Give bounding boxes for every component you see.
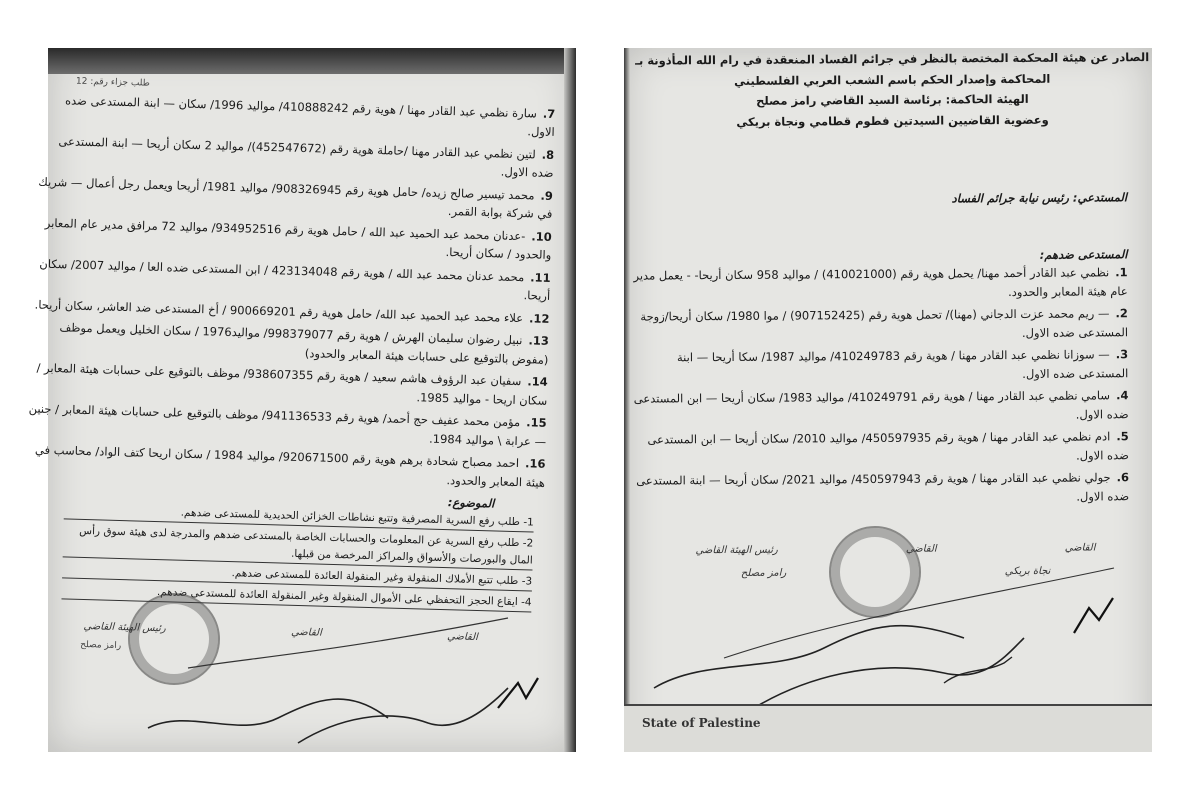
- left-parties-list: [25, 90, 556, 492]
- right-document-text: [628, 46, 1160, 584]
- right-parties-list: [630, 263, 1130, 508]
- request-item: 1- طلب رفع السرية المصرفية وتتبع نشاطات الخزائن الحديدية للمستدعى ضدهم.: [64, 501, 534, 532]
- signature-name-chief: رامز مصلح: [80, 639, 122, 652]
- header-line: الصادر عن هيئة المحكمة المختصة بالنظر في جرائم الفساد المنعقدة في رام الله المأذونة بـ: [634, 50, 1150, 68]
- left-document-text: [20, 71, 556, 667]
- request-item: 4- ايقاع الحجز التحفظي على الأموال المنقولة وغير المنقولة العائدة للمستدعى ضدهم.: [61, 581, 531, 612]
- party-text: نبيل رضوان سليمان الهرش / هوية رقم 998379077/ مواليد1976 / سكان الخليل ويعمل موظف (مفوض بالتوقيع على حسابات هيئة المعابر والحدود): [59, 320, 549, 367]
- signature-title-judge-1: القاضي: [905, 543, 937, 555]
- request-item: 3- طلب تتبع الأملاك المنقولة وغير المنقولة العائدة للمستدعى ضدهم.: [62, 560, 532, 591]
- party-text: علاء محمد عبد الحميد عبد الله/ حامل هوية رقم 900669201 / أخ المستدعى ضد العاشر، سكان أريحا.: [34, 297, 524, 325]
- requests-list: [61, 501, 534, 612]
- header-line: وعضوية القاضيين السيدتين فطوم قطامي ونجاة بريكي: [736, 112, 1049, 129]
- party-entry: [630, 345, 1128, 385]
- party-text: جولي نظمي عبد القادر مهنا / هوية رقم 450597943/ مواليد 2021/ سكان أريحا — ابنة المستدعى ضده الاول.: [636, 470, 1130, 504]
- party-text: — سوزانا نظمي عبد القادر مهنا / هوية رقم 410249783/ مواليد 1987/ سكا أريحا — ابنة المستدعى ضده الاول.: [676, 347, 1129, 381]
- party-text: سفيان عبد الرؤوف هاشم سعيد / هوية رقم 938607355/ موظف بالتوقيع على حسابات هيئة المعابر / سكان اريحا - مواليد 1985.: [36, 360, 548, 408]
- party-number: 10.: [531, 228, 552, 244]
- party-number: 5.: [1116, 429, 1129, 444]
- party-number: 11.: [530, 269, 551, 285]
- signature-name-chief: رامز مصلح: [740, 567, 787, 579]
- party-text: محمد عدنان محمد عبد الله / هوية رقم 423134048 / ابن المستدعى ضده العا / مواليد 2007/ سكان أريحا.: [39, 256, 551, 303]
- case-number-note: طلب جزاء رقم: 12: [75, 76, 150, 89]
- signature-title-chief: رئيس الهيئة القاضي: [83, 620, 166, 634]
- signature-title-judge-2: القاضي: [1064, 542, 1096, 554]
- party-number: 1.: [1115, 265, 1128, 280]
- handwritten-signatures-left: [128, 648, 568, 758]
- party-number: 13.: [528, 333, 550, 348]
- signature-name-judge: نجاة بريكي: [1004, 565, 1051, 577]
- signature-title-chief: رئيس الهيئة القاضي: [695, 544, 778, 557]
- party-entry: [631, 427, 1129, 467]
- right-document-photo: [624, 48, 1152, 752]
- party-text: -عدنان محمد عبد الحميد عبد الله / حامل هوية رقم 934952516/ مواليد 72 مرافق مدير عام المعابر والحدود / سكان أريحا.: [44, 215, 552, 262]
- party-entry: [630, 304, 1128, 344]
- party-number: 2.: [1115, 306, 1128, 321]
- handwritten-signatures-right: [644, 578, 1124, 708]
- party-number: 12.: [528, 310, 550, 326]
- party-number: 6.: [1116, 470, 1130, 485]
- respondents-label: المستدعى ضدهم:: [1039, 246, 1128, 262]
- party-entry: [630, 263, 1128, 303]
- party-number: 16.: [524, 456, 546, 471]
- party-text: مؤمن محمد عفيف حج أحمد/ هوية رقم 941136533/ موظف بالتوقيع على حسابات هيئة المعابر / جنين — عرابة \ مواليد 1984.: [28, 401, 547, 449]
- party-number: 3.: [1115, 347, 1129, 362]
- photo-dark-border-top: [48, 48, 576, 74]
- petitioner-label: المستدعي: رئيس نيابة جرائم الفساد: [951, 190, 1128, 206]
- next-page-strip: [624, 704, 1152, 752]
- subject-label: الموضوع:: [447, 495, 495, 511]
- party-number: 4.: [1115, 388, 1129, 403]
- party-entry: [630, 386, 1128, 426]
- header-line: الهيئة الحاكمة: برئاسة السيد القاضي رامز مصلح: [755, 91, 1029, 108]
- party-text: لتين نظمي عبد القادر مهنا /حاملة هوية رقم (452547672)/ مواليد 2 سكان أريحا — ابنة المستدعى ضده الاول.: [58, 133, 554, 180]
- court-header: [628, 48, 1157, 132]
- party-number: 14.: [527, 374, 548, 389]
- left-document-photo: [28, 48, 576, 752]
- photo-dark-border-right: [564, 48, 576, 752]
- party-number: 9.: [540, 188, 554, 203]
- party-text: — ريم محمد عزت الدجاني (مهنا)/ تحمل هوية رقم (907152425) / موا 1980/ سكان أريحا/زوجة المستدعى ضده الاول.: [640, 306, 1129, 340]
- party-text: نظمي عبد القادر أحمد مهنا/ يحمل هوية رقم (410021000) / مواليد 958 سكان أريحا- - يعمل مدير عام هيئة المعابر والحدود.: [633, 265, 1128, 299]
- party-text: احمد مصباح شحادة برهم هوية رقم 920671500/ مواليد 1984 / سكان اريحا كتف الواد/ محاسب في هيئة المعابر والحدود.: [34, 442, 546, 490]
- header-line: المحاكمة وإصدار الحكم باسم الشعب العربي الفلسطيني: [734, 71, 1051, 88]
- signature-title-judge-2: القاضي: [446, 630, 479, 643]
- request-item: 2- طلب رفع السرية عن المعلومات والحسابات الخاصة بالمستدعى ضدهم والمدرجة لدى هيئة سوق رأس المال والبورصات والأسواق والمراكز المرخصة من قبلها.: [63, 522, 534, 570]
- signature-title-judge-1: القاضي: [290, 626, 322, 639]
- party-text: سامي نظمي عبد القادر مهنا / هوية رقم 410249791/ مواليد 1983/ سكان أريحا — ابن المستدعى ضده الاول.: [633, 388, 1129, 422]
- party-number: 8.: [541, 147, 555, 162]
- party-number: 15.: [526, 415, 547, 430]
- state-of-palestine-label: State of Palestine: [642, 716, 761, 730]
- party-text: ادم نظمي عبد القادر مهنا / هوية رقم 450597935/ مواليد 2010/ سكان أريحا — ابن المستدعى ضده الاول.: [647, 429, 1129, 463]
- party-text: محمد تيسير صالح زيده/ حامل هوية رقم 908326945/ مواليد 1981/ أريحا ويعمل رجل أعمال — شريك في شركة بوابة القمر.: [38, 174, 553, 221]
- party-number: 7.: [542, 106, 556, 121]
- party-entry: [631, 468, 1129, 508]
- party-text: سارة نظمي عبد القادر مهنا / هوية رقم 410888242/ مواليد 1996/ سكان — ابنة المستدعى ضده الاول.: [64, 92, 555, 139]
